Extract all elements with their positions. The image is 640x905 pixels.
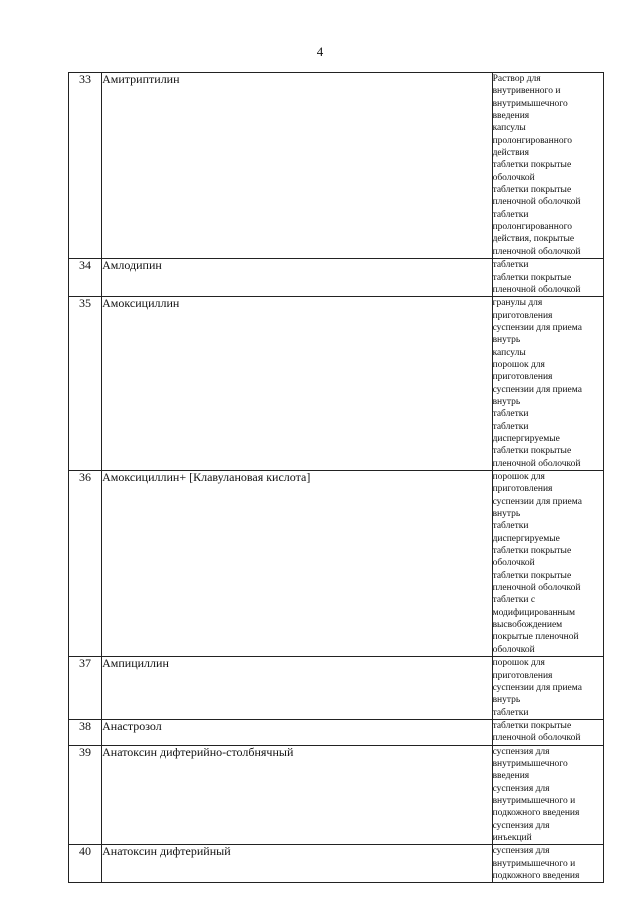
table-row bbox=[69, 297, 604, 471]
dosage-form-line: порошок для bbox=[492, 472, 545, 482]
row-number: 39 bbox=[69, 745, 102, 845]
dosage-form-line: внутримышечного bbox=[492, 98, 568, 109]
dosage-form-line: инъекций bbox=[492, 832, 532, 843]
dosage-form-line: суспензии для приема bbox=[492, 384, 582, 395]
row-number: 34 bbox=[69, 259, 102, 297]
dosage-form-line: пролонгированного bbox=[492, 135, 572, 146]
dosage-form-line: капсулы bbox=[492, 347, 526, 358]
dosage-form-line: пленочной оболочкой bbox=[492, 458, 581, 469]
dosage-form-line: суспензия для bbox=[492, 783, 550, 794]
dosage-form-line: гранулы для bbox=[492, 298, 543, 309]
dosage-form-line: подкожного введения bbox=[492, 871, 580, 881]
dosage-form-line: покрытые пленочной bbox=[492, 632, 579, 643]
dosage-form-line: порошок для bbox=[492, 658, 545, 669]
dosage-form-line: внутримышечного bbox=[492, 758, 568, 769]
dosage-form-line: модифицированным bbox=[492, 607, 576, 618]
dosage-form-line: пролонгированного bbox=[492, 222, 572, 233]
dosage-form-line: действия, покрытые bbox=[492, 234, 575, 245]
drug-table bbox=[68, 72, 604, 883]
drug-name: Амоксициллин+ [Клавулановая кислота] bbox=[102, 471, 492, 657]
row-number: 38 bbox=[69, 719, 102, 745]
dosage-form-line: таблетки bbox=[492, 209, 529, 220]
dosage-forms bbox=[492, 745, 603, 845]
table-row bbox=[69, 73, 604, 259]
row-number: 33 bbox=[69, 73, 102, 259]
table-row bbox=[69, 657, 604, 720]
dosage-form-line: приготовления bbox=[492, 310, 553, 321]
dosage-form-line: пленочной оболочкой bbox=[492, 197, 581, 208]
table-row bbox=[69, 471, 604, 657]
table-row bbox=[69, 845, 604, 883]
dosage-form-line: приготовления bbox=[492, 484, 553, 495]
drug-name: Амлодипин bbox=[102, 259, 492, 297]
dosage-forms bbox=[492, 719, 603, 745]
dosage-form-line: порошок для bbox=[492, 359, 545, 370]
dosage-forms bbox=[492, 845, 603, 883]
drug-name: Анатоксин дифтерийно-столбнячный bbox=[102, 745, 492, 845]
dosage-form-line: таблетки покрытые bbox=[492, 720, 572, 731]
dosage-form-line: диспергируемые bbox=[492, 433, 560, 444]
drug-name: Ампициллин bbox=[102, 657, 492, 720]
dosage-form-line: таблетки покрытые bbox=[492, 546, 572, 557]
dosage-forms bbox=[492, 259, 603, 297]
dosage-form-line: таблетки bbox=[492, 521, 529, 532]
dosage-form-line: таблетки с bbox=[492, 595, 536, 606]
dosage-forms bbox=[492, 657, 603, 720]
dosage-form-line: введения bbox=[492, 111, 530, 122]
dosage-form-line: суспензии для приема bbox=[492, 322, 582, 333]
row-number: 37 bbox=[69, 657, 102, 720]
dosage-form-line: внутрь bbox=[492, 509, 521, 520]
dosage-form-line: оболочкой bbox=[492, 644, 535, 655]
dosage-form-line: таблетки покрытые bbox=[492, 570, 572, 581]
table-row bbox=[69, 745, 604, 845]
dosage-form-line: Раствор для bbox=[492, 74, 541, 84]
dosage-form-line: внутримышечного и bbox=[492, 858, 576, 869]
dosage-form-line: таблетки покрытые bbox=[492, 272, 572, 283]
row-number: 40 bbox=[69, 845, 102, 883]
dosage-forms bbox=[492, 297, 603, 471]
row-number: 36 bbox=[69, 471, 102, 657]
table-row bbox=[69, 719, 604, 745]
dosage-form-line: внутримышечного и bbox=[492, 795, 576, 806]
row-number: 35 bbox=[69, 297, 102, 471]
dosage-form-line: внутривенного и bbox=[492, 86, 561, 97]
dosage-form-line: внутрь bbox=[492, 396, 521, 407]
drug-name: Амоксициллин bbox=[102, 297, 492, 471]
table-row bbox=[69, 259, 604, 297]
dosage-form-line: таблетки bbox=[492, 421, 529, 432]
dosage-form-line: оболочкой bbox=[492, 558, 535, 569]
dosage-form-line: приготовления bbox=[492, 372, 553, 383]
dosage-form-line: приготовления bbox=[492, 670, 553, 681]
drug-name: Анастрозол bbox=[102, 719, 492, 745]
dosage-form-line: действия bbox=[492, 148, 530, 159]
dosage-form-line: капсулы bbox=[492, 123, 526, 134]
dosage-form-line: таблетки bbox=[492, 707, 529, 718]
dosage-form-line: внутрь bbox=[492, 695, 521, 706]
dosage-form-line: суспензии для приема bbox=[492, 496, 582, 507]
dosage-form-line: введения bbox=[492, 771, 530, 782]
dosage-form-line: диспергируемые bbox=[492, 533, 560, 544]
dosage-form-line: внутрь bbox=[492, 335, 521, 346]
dosage-form-line: суспензия для bbox=[492, 820, 550, 831]
page-number: 4 bbox=[316, 44, 324, 59]
dosage-form-line: оболочкой bbox=[492, 172, 535, 183]
dosage-forms bbox=[492, 73, 603, 259]
drug-table-body bbox=[69, 73, 604, 883]
dosage-form-line: подкожного введения bbox=[492, 808, 580, 819]
dosage-form-line: пленочной оболочкой bbox=[492, 246, 581, 257]
dosage-form-line: таблетки покрытые bbox=[492, 160, 572, 171]
dosage-form-line: высвобождением bbox=[492, 620, 563, 631]
dosage-form-line: суспензии для приема bbox=[492, 682, 582, 693]
dosage-form-line: суспензия для bbox=[492, 746, 550, 757]
dosage-form-line: таблетки bbox=[492, 409, 529, 420]
dosage-form-line: пленочной оболочкой bbox=[492, 733, 581, 744]
dosage-form-line: таблетки покрытые bbox=[492, 446, 572, 457]
dosage-forms bbox=[492, 471, 603, 657]
dosage-form-line: пленочной оболочкой bbox=[492, 284, 581, 295]
dosage-form-line: суспензия для bbox=[492, 846, 550, 857]
drug-name: Анатоксин дифтерийный bbox=[102, 845, 492, 883]
dosage-form-line: пленочной оболочкой bbox=[492, 583, 581, 594]
dosage-form-line: таблетки bbox=[492, 260, 529, 271]
drug-name: Амитриптилин bbox=[102, 73, 492, 259]
dosage-form-line: таблетки покрытые bbox=[492, 185, 572, 196]
